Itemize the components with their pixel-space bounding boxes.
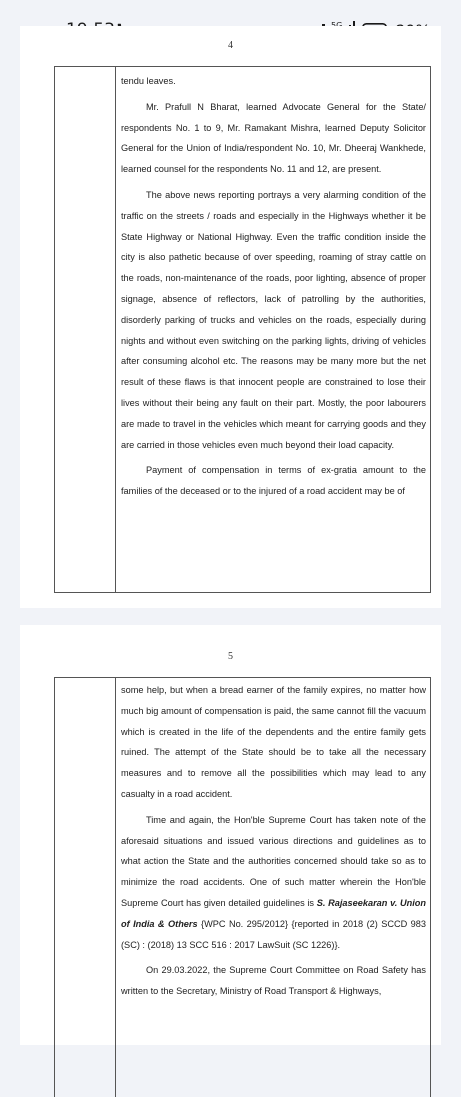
page-border-frame	[54, 677, 431, 1097]
margin-rule	[115, 678, 116, 1097]
page-body-text	[121, 680, 426, 1007]
paragraph	[121, 680, 426, 805]
paragraph	[121, 960, 426, 1002]
paragraph-text: Time and again, the Hon'ble Supreme Court has taken note of the aforesaid situations and issued various directions and guidelines as to what action the State and the authorities concerned should take so as to minimize the road accidents. One of such matter wherein the Hon'ble Supreme Court has given detailed guidelines is	[121, 814, 426, 908]
page-number: 5	[228, 651, 233, 662]
paragraph-text: Payment of compensation in terms of ex-gratia amount to the families of the deceased or to the injured of a road accident may be of	[121, 465, 426, 497]
paragraph	[121, 810, 426, 956]
paragraph-text: On 29.03.2022, the Supreme Court Committee on Road Safety has written to the Secretary, Ministry of Road Transport & Highways,	[121, 965, 426, 997]
page-border-frame	[54, 66, 431, 593]
document-page-4	[20, 26, 441, 608]
paragraph	[121, 97, 426, 180]
case-citation: S. Rajaseekaran v. Union of India & Others	[121, 897, 426, 929]
paragraph-text: Mr. Prafull N Bharat, learned Advocate General for the State/ respondents No. 1 to 9, Mr. Ramakant Mishra, learned Deputy Solicitor General for the Union of India/respondent No. 10, Mr. Dheeraj Wankhede, learned counsel for the respondents No. 11 and 12, are present.	[121, 101, 426, 175]
paragraph	[121, 460, 426, 502]
paragraph	[121, 71, 426, 92]
page-number: 4	[228, 40, 233, 51]
document-page-5	[20, 625, 441, 1045]
paragraph-text: some help, but when a bread earner of the family expires, no matter how much big amount of compensation is paid, the same cannot fill the vacuum which is created in the life of the dependents and the entire family gets ruined. The attempt of the State should be to take all the necessary measures and to remove all the possibilities which may lead to any casualty in a road accident.	[121, 685, 426, 799]
paragraph-text: tendu leaves.	[121, 76, 176, 86]
margin-rule	[115, 67, 116, 592]
paragraph-text: The above news reporting portrays a very alarming condition of the traffic on the streets / roads and especially in the Highways whether it be State Highway or National Highway. Even the traffic condition inside the city is also pathetic because of over speeding, roaming of stray cattle on the roads, non-maintenance of the roads, poor lighting, absence of proper signage, absence of reflectors, lack of patrolling by the authorities, disorderly parking of trucks and vehicles on the roads, especially during nights and without even switching on the parking lights, driving of vehicles after consuming alcohol etc. The reasons may be many more but the net result of these flaws is that innocent people are constrained to lose their lives without their being any fault on their part. Mostly, the poor labourers are made to travel in the vehicles which meant for carrying goods and they are carried in those vehicles even much beyond their load capacity.	[121, 189, 426, 450]
paragraph	[121, 185, 426, 455]
paragraph-text: {WPC No. 295/2012} {reported in 2018 (2) SCCD 983 (SC) : (2018) 13 SCC 516 : 2017 LawSuit (SC 1226)}.	[121, 918, 426, 950]
page-body-text	[121, 71, 426, 507]
